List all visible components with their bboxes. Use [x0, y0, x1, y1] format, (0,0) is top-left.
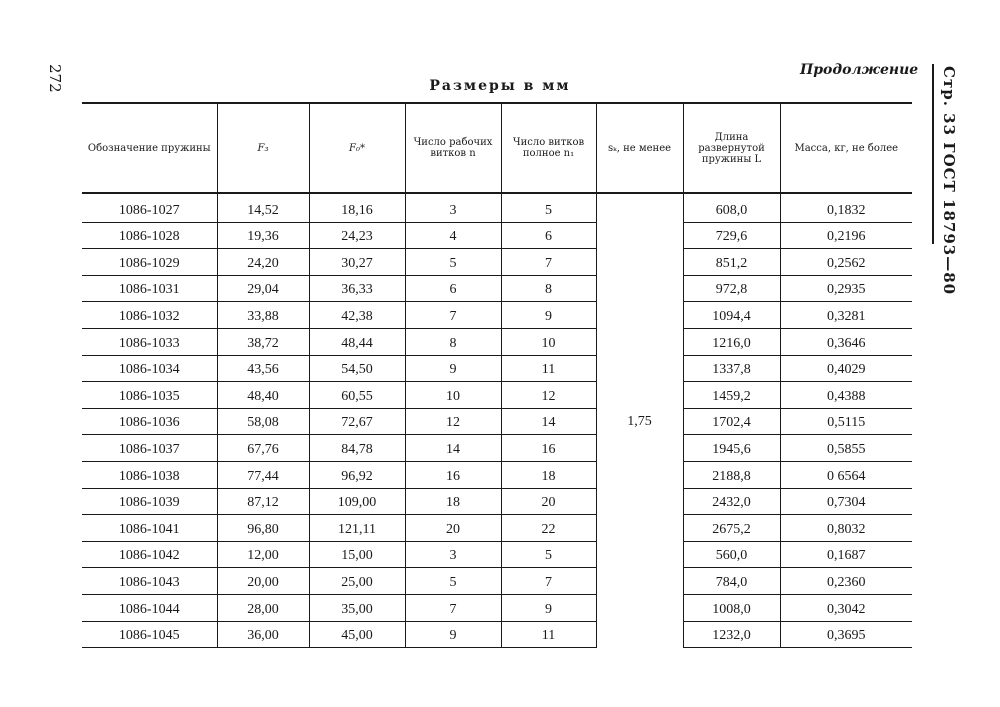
cell-total-turns: 10: [501, 328, 596, 355]
cell-length: 1459,2: [683, 382, 780, 409]
cell-mass: 0,3042: [780, 594, 912, 621]
table-row: [82, 249, 912, 276]
cell-mass: 0,2196: [780, 222, 912, 249]
cell-total-turns: 5: [501, 193, 596, 222]
cell-designation: 1086-1034: [82, 355, 217, 382]
cell-total-turns: 18: [501, 461, 596, 488]
table-row: [82, 382, 912, 409]
cell-total-turns: 6: [501, 222, 596, 249]
cell-f3: 87,12: [217, 488, 309, 515]
cell-f3: 96,80: [217, 515, 309, 542]
cell-length: 2675,2: [683, 515, 780, 542]
cell-designation: 1086-1043: [82, 568, 217, 595]
cell-mass: 0,7304: [780, 488, 912, 515]
cell-f3: 20,00: [217, 568, 309, 595]
cell-f0: 35,00: [309, 594, 405, 621]
cell-mass: 0,3646: [780, 328, 912, 355]
cell-designation: 1086-1038: [82, 461, 217, 488]
cell-mass: 0,8032: [780, 515, 912, 542]
cell-working-turns: 7: [405, 302, 501, 329]
cell-total-turns: 16: [501, 435, 596, 462]
cell-f3: 12,00: [217, 541, 309, 568]
cell-designation: 1086-1036: [82, 408, 217, 435]
cell-f3: 19,36: [217, 222, 309, 249]
cell-mass: 0 6564: [780, 461, 912, 488]
cell-designation: 1086-1032: [82, 302, 217, 329]
cell-designation: 1086-1042: [82, 541, 217, 568]
cell-f3: 67,76: [217, 435, 309, 462]
table-row: [82, 355, 912, 382]
cell-working-turns: 6: [405, 275, 501, 302]
cell-length: 972,8: [683, 275, 780, 302]
cell-working-turns: 10: [405, 382, 501, 409]
cell-length: 784,0: [683, 568, 780, 595]
cell-f0: 42,38: [309, 302, 405, 329]
cell-length: 851,2: [683, 249, 780, 276]
table-row: [82, 621, 912, 648]
cell-working-turns: 20: [405, 515, 501, 542]
cell-f0: 25,00: [309, 568, 405, 595]
header-working-turns: Число рабочих витков n: [405, 103, 501, 193]
cell-working-turns: 18: [405, 488, 501, 515]
cell-f0: 36,33: [309, 275, 405, 302]
continuation-label: Продолжение: [800, 62, 919, 78]
cell-designation: 1086-1037: [82, 435, 217, 462]
cell-total-turns: 9: [501, 594, 596, 621]
cell-f0: 72,67: [309, 408, 405, 435]
header-designation: Обозначение пружины: [82, 103, 217, 193]
header-sk: sₖ, не менее: [596, 103, 683, 193]
cell-f3: 48,40: [217, 382, 309, 409]
cell-mass: 0,2360: [780, 568, 912, 595]
cell-f0: 96,92: [309, 461, 405, 488]
header-f0: F₀*: [309, 103, 405, 193]
table-body: [82, 193, 912, 648]
cell-f0: 24,23: [309, 222, 405, 249]
cell-designation: 1086-1033: [82, 328, 217, 355]
cell-length: 2432,0: [683, 488, 780, 515]
cell-working-turns: 3: [405, 541, 501, 568]
table-row: [82, 515, 912, 542]
table-row: [82, 461, 912, 488]
side-divider: [932, 64, 934, 244]
cell-f0: 18,16: [309, 193, 405, 222]
side-header: Стр. 33 ГОСТ 18793—80: [940, 66, 958, 296]
cell-working-turns: 5: [405, 249, 501, 276]
cell-total-turns: 12: [501, 382, 596, 409]
cell-mass: 0,5855: [780, 435, 912, 462]
cell-working-turns: 5: [405, 568, 501, 595]
cell-total-turns: 9: [501, 302, 596, 329]
cell-total-turns: 11: [501, 355, 596, 382]
table-row: [82, 488, 912, 515]
cell-f0: 15,00: [309, 541, 405, 568]
cell-designation: 1086-1045: [82, 621, 217, 648]
table-row: [82, 193, 912, 222]
header-row: [82, 103, 912, 193]
cell-f0: 45,00: [309, 621, 405, 648]
header-f3: F₃: [217, 103, 309, 193]
cell-total-turns: 5: [501, 541, 596, 568]
table-row: [82, 435, 912, 462]
cell-f0: 60,55: [309, 382, 405, 409]
header-total-turns: Число витков полное n₁: [501, 103, 596, 193]
cell-designation: 1086-1041: [82, 515, 217, 542]
cell-total-turns: 11: [501, 621, 596, 648]
cell-length: 1232,0: [683, 621, 780, 648]
cell-f3: 58,08: [217, 408, 309, 435]
cell-mass: 0,3695: [780, 621, 912, 648]
cell-working-turns: 7: [405, 594, 501, 621]
table-row: [82, 408, 912, 435]
table-row: [82, 275, 912, 302]
cell-length: 1216,0: [683, 328, 780, 355]
cell-total-turns: 22: [501, 515, 596, 542]
table-row: [82, 541, 912, 568]
page-number: 272: [46, 64, 64, 93]
cell-f3: 24,20: [217, 249, 309, 276]
cell-designation: 1086-1028: [82, 222, 217, 249]
cell-f0: 109,00: [309, 488, 405, 515]
cell-length: 2188,8: [683, 461, 780, 488]
cell-total-turns: 7: [501, 249, 596, 276]
cell-designation: 1086-1044: [82, 594, 217, 621]
cell-working-turns: 9: [405, 621, 501, 648]
cell-mass: 0,5115: [780, 408, 912, 435]
cell-sk: 1,75: [596, 193, 683, 648]
cell-length: 729,6: [683, 222, 780, 249]
cell-mass: 0,4388: [780, 382, 912, 409]
cell-mass: 0,2562: [780, 249, 912, 276]
cell-designation: 1086-1027: [82, 193, 217, 222]
table-row: [82, 302, 912, 329]
cell-total-turns: 8: [501, 275, 596, 302]
table-row: [82, 222, 912, 249]
cell-f0: 121,11: [309, 515, 405, 542]
cell-f3: 38,72: [217, 328, 309, 355]
cell-working-turns: 3: [405, 193, 501, 222]
cell-f3: 33,88: [217, 302, 309, 329]
cell-total-turns: 7: [501, 568, 596, 595]
table-row: [82, 328, 912, 355]
cell-designation: 1086-1029: [82, 249, 217, 276]
cell-f3: 14,52: [217, 193, 309, 222]
cell-designation: 1086-1031: [82, 275, 217, 302]
cell-f3: 77,44: [217, 461, 309, 488]
cell-f3: 43,56: [217, 355, 309, 382]
spring-dimensions-table: [82, 102, 912, 648]
cell-f0: 48,44: [309, 328, 405, 355]
cell-mass: 0,4029: [780, 355, 912, 382]
cell-length: 1008,0: [683, 594, 780, 621]
cell-total-turns: 14: [501, 408, 596, 435]
table-row: [82, 594, 912, 621]
cell-designation: 1086-1039: [82, 488, 217, 515]
cell-f3: 36,00: [217, 621, 309, 648]
cell-f3: 29,04: [217, 275, 309, 302]
cell-working-turns: 14: [405, 435, 501, 462]
cell-mass: 0,1687: [780, 541, 912, 568]
cell-f0: 54,50: [309, 355, 405, 382]
cell-working-turns: 16: [405, 461, 501, 488]
table-title: Размеры в мм: [429, 78, 571, 94]
cell-f0: 84,78: [309, 435, 405, 462]
cell-length: 1702,4: [683, 408, 780, 435]
cell-working-turns: 12: [405, 408, 501, 435]
cell-designation: 1086-1035: [82, 382, 217, 409]
header-length: Длина развернутой пружины L: [683, 103, 780, 193]
cell-length: 1094,4: [683, 302, 780, 329]
cell-length: 1337,8: [683, 355, 780, 382]
cell-f0: 30,27: [309, 249, 405, 276]
cell-f3: 28,00: [217, 594, 309, 621]
cell-working-turns: 4: [405, 222, 501, 249]
table-row: [82, 568, 912, 595]
header-mass: Масса, кг, не более: [780, 103, 912, 193]
cell-length: 608,0: [683, 193, 780, 222]
cell-mass: 0,3281: [780, 302, 912, 329]
cell-mass: 0,1832: [780, 193, 912, 222]
cell-mass: 0,2935: [780, 275, 912, 302]
cell-total-turns: 20: [501, 488, 596, 515]
cell-working-turns: 9: [405, 355, 501, 382]
cell-length: 560,0: [683, 541, 780, 568]
cell-length: 1945,6: [683, 435, 780, 462]
cell-working-turns: 8: [405, 328, 501, 355]
